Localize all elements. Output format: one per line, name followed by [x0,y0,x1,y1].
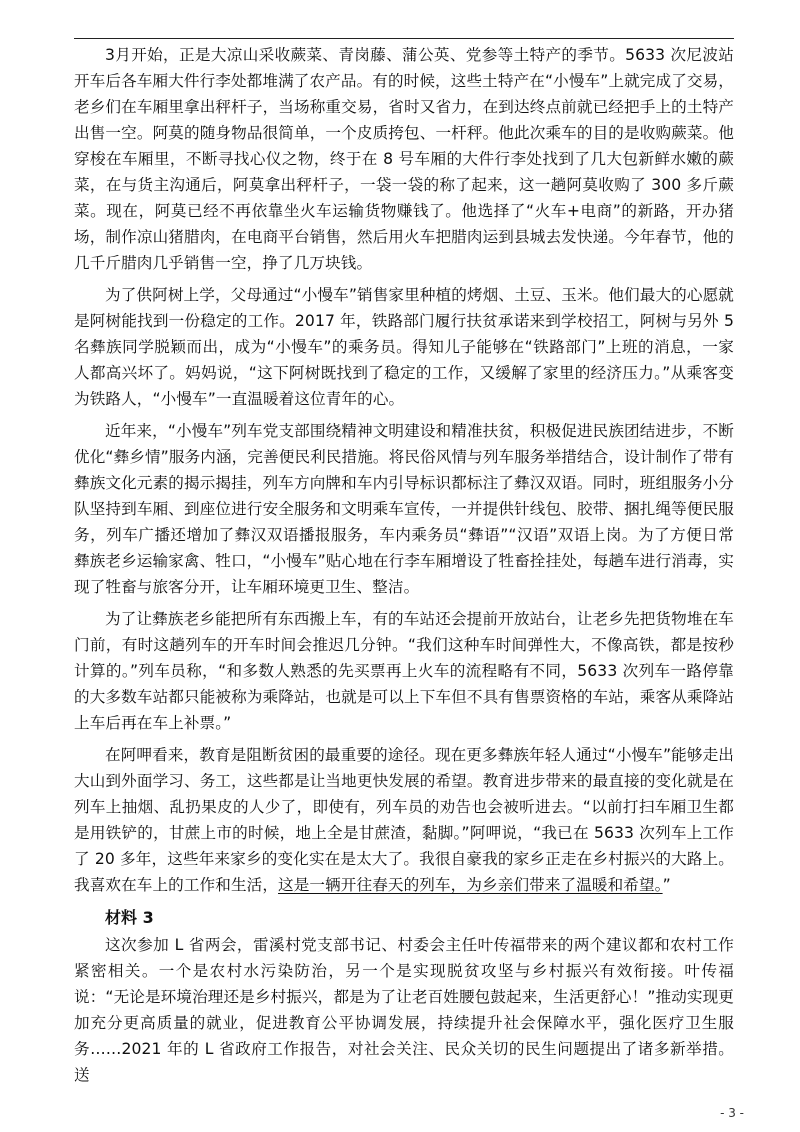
body-paragraph: 为了让彝族老乡能把所有东西搬上车，有的车站还会提前开放站台，让老乡先把货物堆在车门前，有时这趟列车的开车时间会推迟几分钟。“我们这种车时间弹性大，不像高铁，都是按秒计算的。”列车员称，“和多数人熟悉的先买票再上火车的流程略有不同，5633 次列车一路停靠的大多数车站都只能被称为乘降站，也就是可以上下车但不具有售票资格的车站，乘客从乘降站上车后再在车上补票。” [74,610,734,732]
underlined-sentence: 这是一辆开往春天的列车，为乡亲们带来了温暖和希望。 [278,876,663,894]
header-rule [74,38,734,39]
body-paragraph [74,742,734,898]
paragraph-text-end: ” [662,876,671,894]
body-paragraph: 3月开始，正是大凉山采收蕨菜、青岗藤、蒲公英、党参等土特产的季节。5633 次尼波站开车后各车厢大件行李处都堆满了农产品。有的时候，这些土特产在“小慢车”上就完成了交易，老乡们在车厢里拿出秤杆子，当场称重交易，省时又省力，在到达终点前就已经把手上的土特产出售一空。阿莫的随身物品很简单，一个皮质挎包、一杆秤。他此次乘车的目的是收购蕨菜。他穿梭在车厢里，不断寻找心仪之物，终于在 8 号车厢的大件行李处找到了几大包新鲜水嫩的蕨菜，在与货主沟通后，阿莫拿出秤杆子，一袋一袋的称了起来，这一趟阿莫收购了 300 多斤蕨菜。现在，阿莫已经不再依靠坐火车运输货物赚钱了。他选择了“火车+电商”的新路，开办猪场，制作凉山猪腊肉，在电商平台销售，然后用火车把腊肉运到县城去发快递。今年春节，他的几千斤腊肉几乎销售一空，挣了几万块钱。 [74,46,734,272]
body-paragraph: 近年来，“小慢车”列车党支部围绕精神文明建设和精准扶贫，积极促进民族团结进步，不断优化“彝乡情”服务内涵，完善便民利民措施。将民俗风情与列车服务举措结合，设计制作了带有彝族文化元素的揭示揭挂，列车方向牌和车内引导标识都标注了彝汉双语。同时，班组服务小分队坚持到车厢、到座位进行安全服务和文明乘车宣传，一并提供针线包、胶带、捆扎绳等便民服务，列车广播还增加了彝汉双语播报服务，车内乘务员“彝语”“汉语”双语上岗。为了方便日常彝族老乡运输家禽、牲口，“小慢车”贴心地在行李车厢增设了牲畜拴挂处，每趟车进行消毒，实现了牲畜与旅客分开，让车厢环境更卫生、整洁。 [74,422,734,596]
section-heading: 材料 3 [105,908,154,927]
page-number: - 3 - [720,1106,744,1120]
page-body [74,42,734,1088]
body-paragraph: 这次参加 L 省两会，雷溪村党支部书记、村委会主任叶传福带来的两个建议都和农村工作紧密相关。一个是农村水污染防治，另一个是实现脱贫攻坚与乡村振兴有效衔接。叶传福说：“无论是环境治理还是乡村振兴，都是为了让老百姓腰包鼓起来，生活更舒心！”推动实现更加充分更高质量的就业，促进教育公平协调发展，持续提升社会保障水平，强化医疗卫生服务……2021 年的 L 省政府工作报告，对社会关注、民众关切的民生问题提出了诸多新举措。送 [74,936,734,1084]
paragraph-text: 在阿呷看来，教育是阻断贫困的最重要的途径。现在更多彝族年轻人通过“小慢车”能够走出大山到外面学习、务工，这些都是让当地更快发展的希望。教育进步带来的最直接的变化就是在列车上抽烟、乱扔果皮的人少了，即使有，列车员的劝告也会被听进去。“以前打扫车厢卫生都是用铁铲的，甘蔗上市的时候，地上全是甘蔗渣，黏脚。”阿呷说，“我已在 5633 次列车上工作了 20 多年，这些年来家乡的变化实在是太大了。我很自豪我的家乡正走在乡村振兴的大路上。我喜欢在车上的工作和生活， [74,746,734,894]
body-paragraph: 为了供阿树上学，父母通过“小慢车”销售家里种植的烤烟、土豆、玉米。他们最大的心愿就是阿树能找到一份稳定的工作。2017 年，铁路部门履行扶贫承诺来到学校招工，阿树与另外 5 名彝族同学脱颖而出，成为“小慢车”的乘务员。得知儿子能够在“铁路部门”上班的消息，一家人都高兴坏了。妈妈说，“这下阿树既找到了稳定的工作，又缓解了家里的经济压力。”从乘客变为铁路人，“小慢车”一直温暖着这位青年的心。 [74,286,734,408]
